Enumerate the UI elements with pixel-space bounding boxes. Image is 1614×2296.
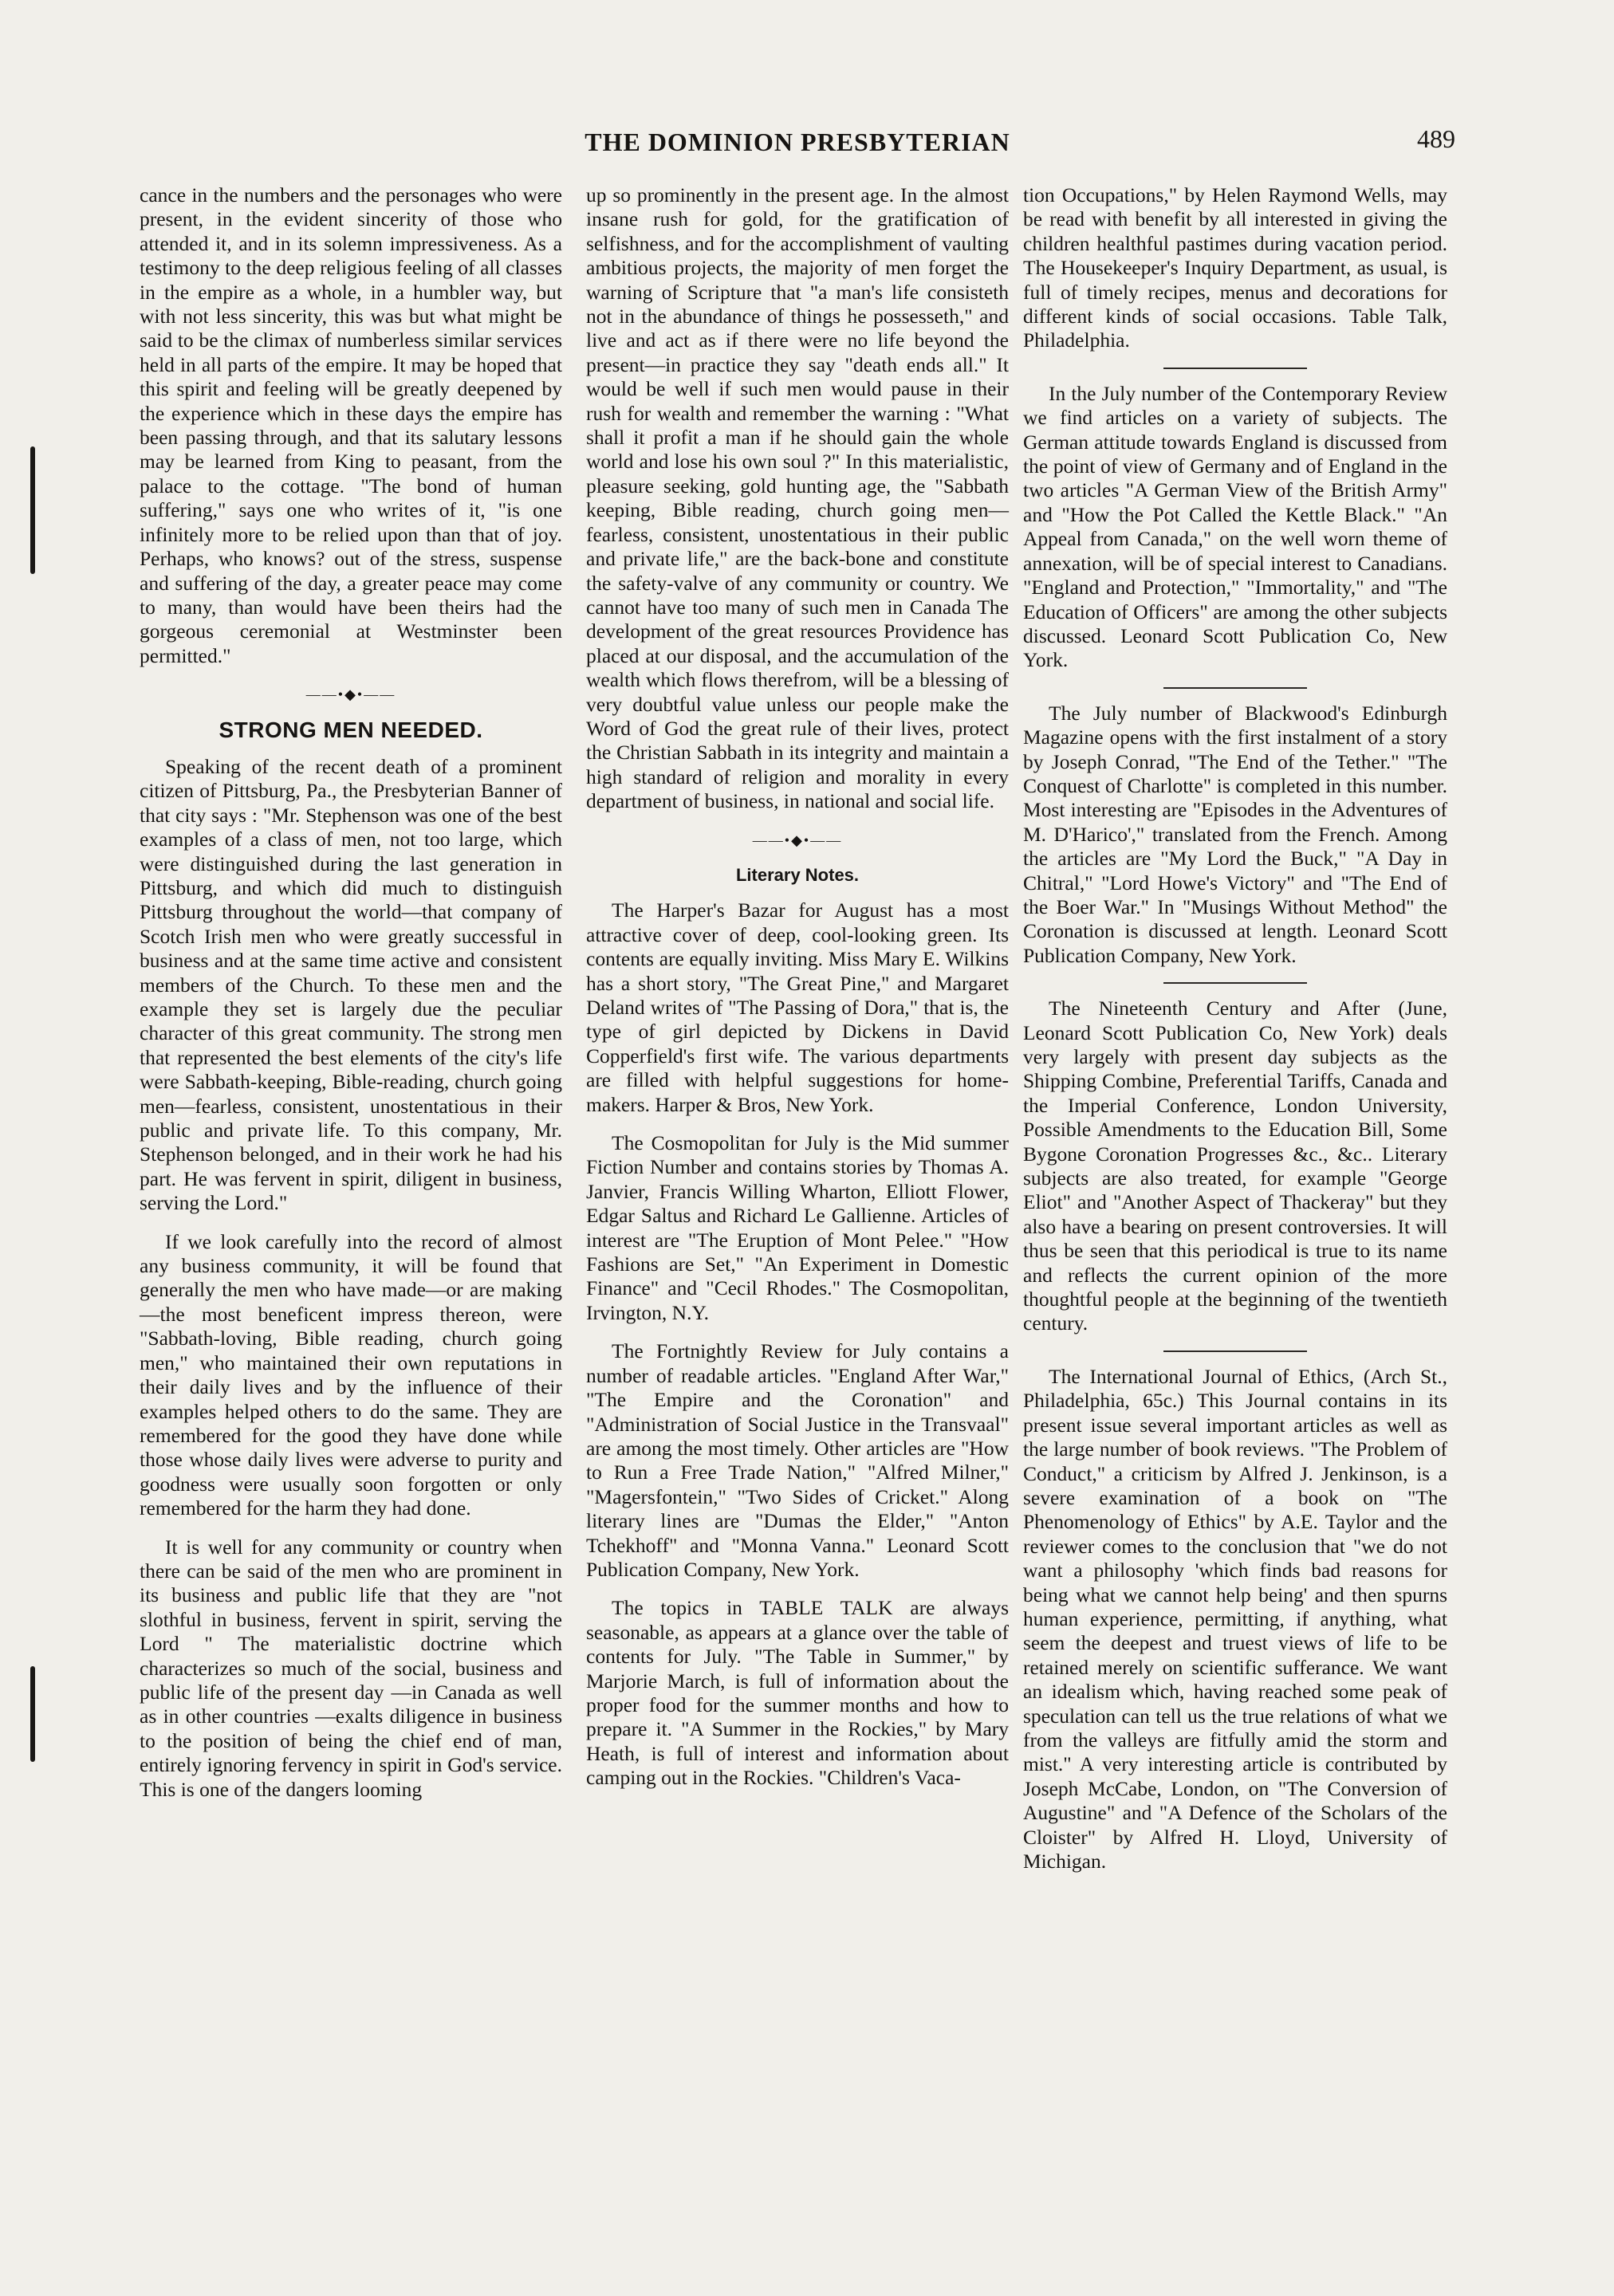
paragraph: The July number of Blackwood's Edinburgh Magazine opens with the first instalment of a story by Joseph Conrad, "The End of the Tether." "The Conquest of Charlotte" is completed in this number. Most interesting are "Episodes in the Adventures of M. D'Harico'," translated from the French. Among the articles are "My Lord the Buck," "A Day in Chitral," "Lord Howe's Victory" and "The End of the Boer War." In "Musings Without Method" the Coronation is discussed at length. Leonard Scott Publication Company, New York. (1023, 701, 1447, 967)
section-ornament: ——•◆•—— (305, 686, 396, 703)
paragraph: cance in the numbers and the personages who were present, in the evident sincerity of those who attended it, and in its solemn impressiveness. As a testimony to the deep religious feeling of all classes in the empire as a whole, in a humbler way, but with not less sincerity, this was but what might be said to be the climax of numberless similar services held in all parts of the empire. It may be hoped that this spirit and feeling will be greatly deepened by the experience which in these days the empire has been passing through, and that its salutary lessons may be learned from King to peasant, from the palace to the cottage. "The bond of human suffering," says one who writes of it, "is one infinitely more to be relied upon than that of joy. Perhaps, who knows? out of the stress, suspense and suffering of the day, a greater peace may come to many, than would have been theirs had the gorgeous ceremonial at Westminster been permitted." (140, 183, 562, 667)
paragraph: The Fortnightly Review for July contains a number of readable articles. "England After War," "The Empire and the Coronation" and "Administration of Social Justice in the Transvaal" are among the most timely. Other articles are "How to Run a Free Trade Nation," "Alfred Milner," "Magersfontein," "Two Sides of Cricket." Along literary lines are "Dumas the Elder," "Anton Tchekhoff" and "Monna Vanna." Leonard Scott Publication Company, New York. (586, 1339, 1009, 1581)
paragraph: tion Occupations," by Helen Raymond Wells, may be read with benefit by all interested in giving the children healthful pastimes during vacation period. The Housekeeper's Inquiry Department, as usual, is full of timely recipes, menus and decorations for different kinds of social occasions. Table Talk, Philadelphia. (1023, 183, 1447, 352)
binding-mark-top (30, 446, 35, 574)
paragraph: The Nineteenth Century and After (June, Leonard Scott Publication Co, New York) deals very largely with present day subjects as the Shipping Combine, Preferential Tariffs, Canada and the Imperial Conference, London University, Possible Amendments to the Education Bill, Some Bygone Coronation Progresses &c., &c.. Literary subjects are also treated, for example "George Eliot" and "Another Aspect of Thackeray" but they also have a bearing on present controversies. It will thus be seen that this periodical is true to its name and reflects the current opinion of the more thoughtful people at the beginning of the twentieth century. (1023, 997, 1447, 1335)
page-number: 489 (1417, 124, 1455, 153)
paragraph: up so prominently in the present age. In the almost insane rush for gold, for the gratification of selfishness, and for the accomplishment of vaulting ambitious projects, the majority of men forget the warning of Scripture that "a man's life consisteth not in the abundance of things he possesseth," and live and act as if there were no life beyond the present—in practice they say "death ends all." It would be well if such men would pause in their rush for wealth and remember the warning : "What shall it profit a man if he should gain the whole world and lose his own soul ?" In this materialistic, pleasure seeking, gold hunting age, the "Sabbath keeping, Bible reading, church going men—fearless, consistent, unostentatious in their public and private life," are the back-bone and constitute the safety-valve of any community or country. We cannot have too many of such men in Canada The development of the great resources Providence has placed at our disposal, and the accumulation of the wealth which flows therefrom, will be a blessing of very doubtful value unless our people make the Word of God the great rule of their lives, protect the Christian Sabbath in its integrity and maintain a high standard of religion and morality in every department of business, in national and social life. (586, 183, 1009, 813)
publication-title: THE DOMINION PRESBYTERIAN (585, 128, 1010, 156)
section-heading: Literary Notes. (735, 864, 860, 885)
section-ornament: ——•◆•—— (752, 832, 843, 848)
separator-rule (1163, 368, 1307, 369)
column-3 (1023, 183, 1447, 1888)
column-1 (140, 183, 562, 1816)
paragraph: The Harper's Bazar for August has a most attractive cover of deep, cool-looking green. Its contents are equally inviting. Miss Mary E. Wilkins has a short story, "The Great Pine," and Margaret Deland writes of "The Passing of Dora," that is, the type of girl depicted by Dickens in David Copperfield's first wife. The various departments are filled with helpful suggestions for home-makers. Harper & Bros, New York. (586, 898, 1009, 1116)
paragraph: In the July number of the Contemporary Review we find articles on a variety of subjects. The German attitude towards England is discussed from the point of view of Germany and of England in the two articles "A German View of the British Army" and "How the Pot Called the Kettle Black." "An Appeal from Canada," on the well worn theme of annexation, will be of special interest to Canadians. "England and Protection," "Immortality," and "The Education of Officers" are among the other subjects discussed. Leonard Scott Publication Co, New York. (1023, 381, 1447, 672)
paragraph: The Cosmopolitan for July is the Mid summer Fiction Number and contains stories by Thomas A. Janvier, Francis Willing Wharton, Elliott Flower, Edgar Saltus and Richard Le Gallienne. Articles of interest are "The Eruption of Mont Pelee." "How Fashions are Set," "An Experiment in Domestic Finance" and "Cecil Rhodes." The Cosmopolitan, Irvington, N.Y. (586, 1131, 1009, 1324)
separator-rule (1163, 687, 1307, 689)
paragraph: Speaking of the recent death of a prominent citizen of Pittsburg, Pa., the Presbyterian Banner of that city says : "Mr. Stephenson was one of the best examples of a class of men, not too large, which were distinguished during the last generation in Pittsburg, and which did much to distinguish Pittsburg throughout the world—that company of Scotch Irish men who were greatly successful in business and at the same time active and consistent members of the Church. To these men and the example they set is largely due the peculiar character of this great community. The strong men that represented the best elements of the city's life were Sabbath-keeping, Bible-reading, church going men—fearless, consistent, unostentatious in their public and private life. To this company, Mr. Stephenson belonged, and in their work he had his part. He was fervent in spirit, diligent in business, serving the Lord." (140, 754, 562, 1215)
separator-rule (1163, 1350, 1307, 1352)
paragraph: If we look carefully into the record of almost any business community, it will be found that generally the men who have made—or are making—the most beneficent impress thereon, were "Sabbath-loving, Bible reading, church going men," who maintained their own reputations in their daily lives and by the influence of their examples helped others to do the same. They are remembered for the good they have done while those whose daily lives were adverse to purity and goodness were usually soon forgotten or only remembered for the harm they had done. (140, 1229, 562, 1520)
separator-rule (1163, 982, 1307, 984)
column-2 (586, 183, 1009, 1805)
article-heading: STRONG MEN NEEDED. (218, 717, 483, 742)
paragraph: It is well for any community or country when there can be said of the men who are prominent in its business and public life that they are "not slothful in business, fervent in spirit, serving the Lord " The materialistic doctrine which characterizes so much of the social, business and public life of the present day —in Canada as well as in other countries —exalts diligence in business to the position of being the chief end of man, entirely ignoring fervency in spirit in God's service. This is one of the dangers looming (140, 1535, 562, 1801)
paragraph: The International Journal of Ethics, (Arch St., Philadelphia, 65c.) This Journal contains in its present issue several important articles as well as the large number of book reviews. "The Problem of Conduct," a criticism by Alfred J. Jenkinson, is a severe examination of a book on "The Phenomenology of Ethics" by A.E. Taylor and the reviewer comes to the conclusion that "we do not want a philosophy 'which finds bad reasons for being what we cannot help being' and then spurns human experience, permitting, if anything, what seem the deepest and truest views of life to be retained merely on scientific sufferance. We want an idealism which, having reached some peak of speculation can tell us the true relations of what we from the valleys are fitfully amid the storm and mist." A very interesting article is contributed by Joseph McCabe, London, on "The Conversion of Augustine" and "A Defence of the Scholars of the Cloister" by Alfred H. Lloyd, University of Michigan. (1023, 1364, 1447, 1873)
binding-mark-bottom (30, 1666, 35, 1762)
page-header (140, 124, 1455, 175)
paragraph: The topics in TABLE TALK are always seasonable, as appears at a glance over the table of contents for July. "The Table in Summer," by Marjorie March, is full of information about the proper food for the summer months and how to prepare it. "A Summer in the Rockies," by Mary Heath, is full of interest and information about camping out in the Rockies. "Children's Vaca- (586, 1596, 1009, 1790)
